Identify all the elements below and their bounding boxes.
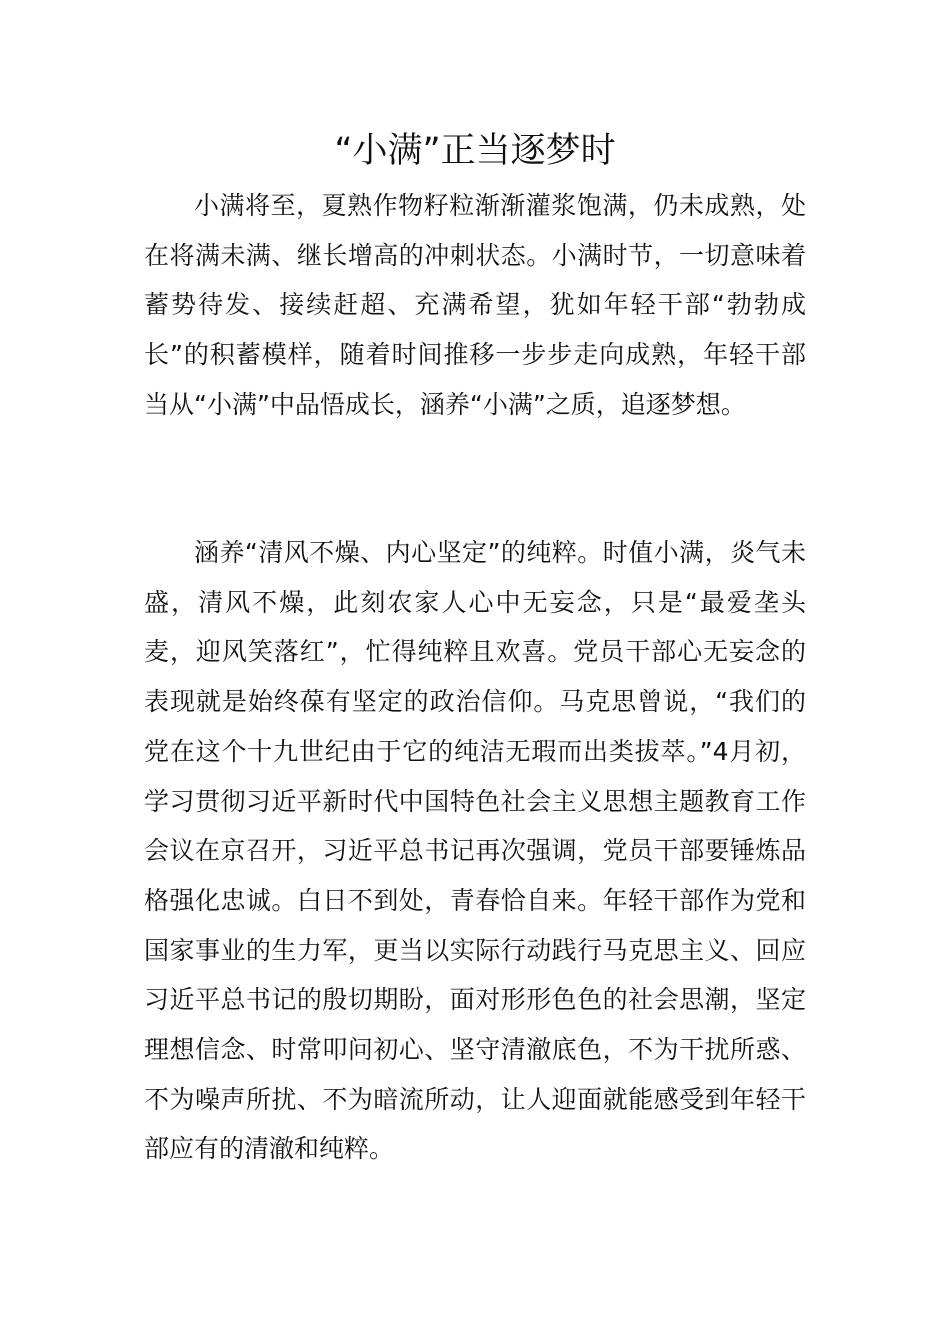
paragraph-intro: 小满将至，夏熟作物籽粒渐渐灌浆饱满，仍未成熟，处在将满未满、继长增高的冲刺状态。小满时节，一切意味着蓄势待发、接续赶超、充满希望，犹如年轻干部“勃勃成长”的积蓄模样，随着时间推移一步步走向成熟，年轻干部当从“小满”中品悟成长，涵养“小满”之质，追逐梦想。 — [144, 191, 806, 419]
document-title: “小满”正当逐梦时 — [334, 131, 616, 171]
paragraph-purity: 涵养“清风不燥、内心坚定”的纯粹。时值小满，炎气未盛，清风不燥，此刻农家人心中无妄念，只是“最爱垄头麦，迎风笑落红”，忙得纯粹且欢喜。党员干部心无妄念的表现就是始终葆有坚定的政治信仰。马克思曾说，“我们的党在这个十九世纪由于它的纯洁无瑕而出类拔萃。”4月初，学习贯彻习近平新时代中国特色社会主义思想主题教育工作会议在京召开，习近平总书记再次强调，党员干部要锤炼品格强化忠诚。白日不到处，青春恰自来。年轻干部作为党和国家事业的生力军，更当以实际行动践行马克思主义、回应习近平总书记的殷切期盼，面对形形色色的社会思潮，坚定理想信念、时常叩问初心、坚守清澈底色，不为干扰所惑、不为噪声所扰、不为暗流所动，让人迎面就能感受到年轻干部应有的清澈和纯粹。 — [144, 538, 806, 1164]
